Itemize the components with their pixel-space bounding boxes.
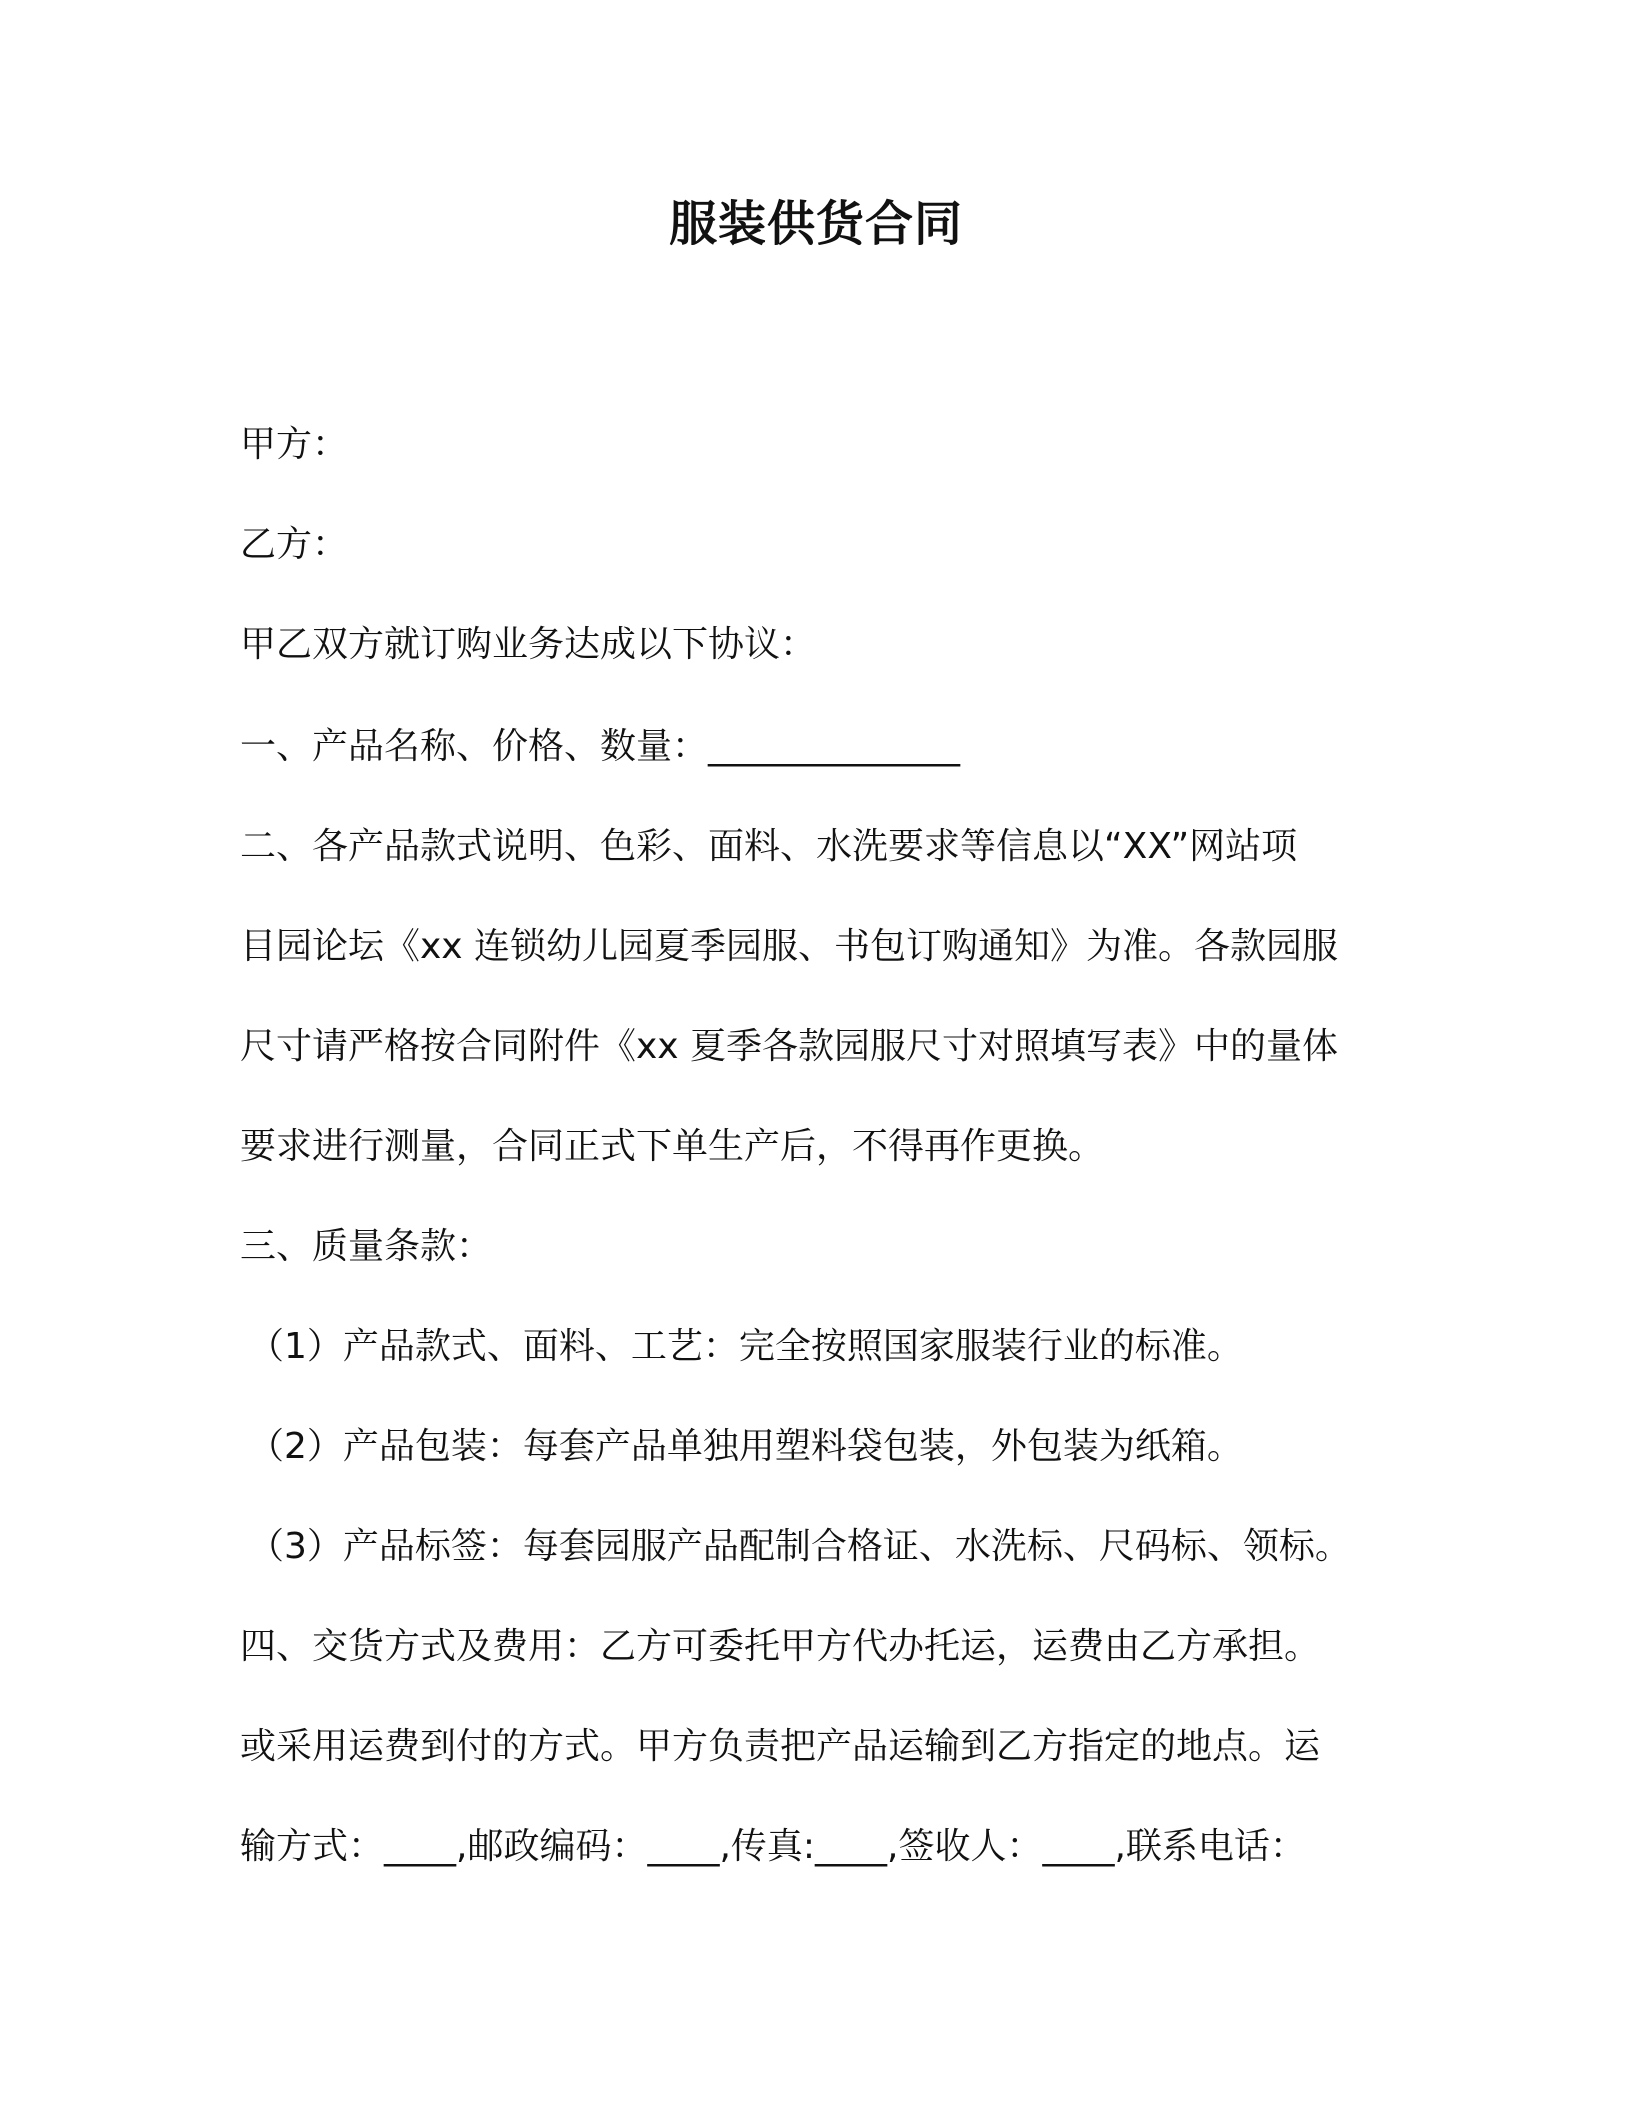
clause-2-line-4: 要求进行测量，合同正式下单生产后，不得再作更换。	[240, 1126, 1105, 1167]
clause-1-line: 一、产品名称、价格、数量：______________	[240, 726, 961, 767]
clause-3-heading: 三、质量条款：	[240, 1226, 493, 1267]
clause-2-line-1: 二、各产品款式说明、色彩、面料、水洗要求等信息以“XX”网站项	[240, 826, 1298, 867]
clause-3-item-2: （2）产品包装：每套产品单独用塑料袋包装，外包装为纸箱。	[248, 1426, 1243, 1467]
clause-2-line-3: 尺寸请严格按合同附件《xx 夏季各款园服尺寸对照填写表》中的量体	[240, 1026, 1339, 1067]
clause-2-line-2: 目园论坛《xx 连锁幼儿园夏季园服、书包订购通知》为准。各款园服	[240, 926, 1339, 967]
clause-3-item-1: （1）产品款式、面料、工艺：完全按照国家服装行业的标准。	[248, 1326, 1243, 1367]
party-b-line: 乙方：	[240, 524, 349, 565]
clause-4-line-3: 输方式：____,邮政编码：____,传真:____,签收人：____,联系电话：	[240, 1826, 1306, 1867]
intro-line: 甲乙双方就订购业务达成以下协议：	[240, 624, 817, 665]
clause-4-line-1: 四、交货方式及费用：乙方可委托甲方代办托运，运费由乙方承担。	[240, 1626, 1321, 1667]
document-title: 服装供货合同	[668, 196, 963, 252]
clause-3-item-3: （3）产品标签：每套园服产品配制合格证、水洗标、尺码标、领标。	[248, 1526, 1351, 1567]
party-a-line: 甲方：	[240, 424, 349, 465]
clause-4-line-2: 或采用运费到付的方式。甲方负责把产品运输到乙方指定的地点。运	[240, 1726, 1321, 1767]
